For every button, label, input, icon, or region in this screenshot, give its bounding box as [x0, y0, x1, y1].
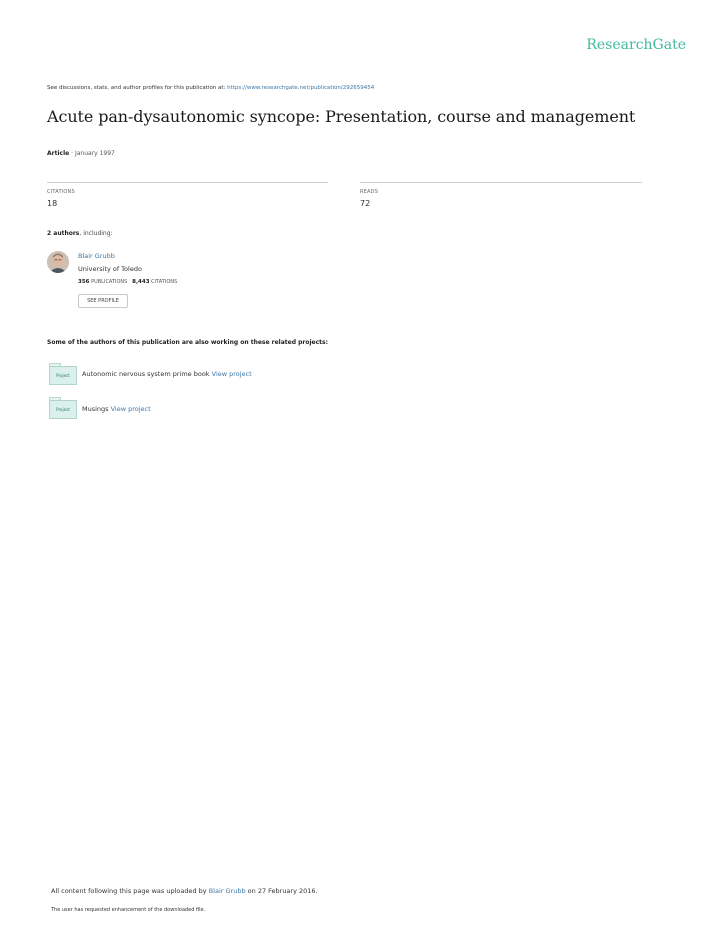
project-name: Musings: [82, 405, 111, 413]
upload-info: [51, 887, 318, 895]
see-profile-button[interactable]: SEE PROFILE: [78, 294, 128, 308]
project-item: [82, 370, 252, 378]
citations-value: 18: [47, 199, 58, 208]
authors-count-bold: 2 authors: [47, 230, 80, 237]
citations-label: CITATIONS: [47, 189, 75, 195]
publication-url-link[interactable]: https://www.researchgate.net/publication/292659454: [227, 85, 375, 91]
view-project-link[interactable]: View project: [211, 370, 252, 378]
publication-meta: [47, 150, 115, 157]
related-projects-heading: Some of the authors of this publication are also working on these related projects:: [47, 339, 328, 346]
project-icon-label: Project: [49, 400, 77, 419]
uploader-link[interactable]: Blair Grubb: [208, 887, 246, 895]
researchgate-logo[interactable]: ResearchGate: [586, 37, 686, 53]
citations-divider: [47, 182, 328, 183]
project-name: Autonomic nervous system prime book: [82, 370, 212, 378]
author-institution: University of Toledo: [78, 265, 142, 273]
publication-intro-line: [47, 85, 374, 91]
author-publications-count: 356: [78, 279, 90, 285]
author-citations-label: CITATIONS: [149, 279, 178, 285]
publication-date: · January 1997: [69, 150, 115, 157]
person-icon: [47, 251, 69, 273]
project-folder-icon: [49, 363, 77, 385]
reads-value: 72: [360, 199, 371, 208]
project-item: [82, 405, 151, 413]
author-avatar[interactable]: [47, 251, 69, 273]
author-publications-label: PUBLICATIONS: [89, 279, 128, 285]
author-citations-count: 8,443: [132, 279, 150, 285]
reads-divider: [360, 182, 642, 183]
publication-title: Acute pan-dysautonomic syncope: Presentation, course and management: [47, 107, 636, 126]
authors-count: [47, 230, 113, 237]
intro-text: See discussions, stats, and author profiles for this publication at:: [47, 85, 228, 91]
view-project-link[interactable]: View project: [110, 405, 151, 413]
upload-suffix: on 27 February 2016.: [245, 887, 318, 895]
reads-label: READS: [360, 189, 379, 195]
author-name-link[interactable]: Blair Grubb: [78, 252, 115, 260]
publication-type: Article: [47, 150, 70, 157]
project-folder-icon: [49, 397, 77, 419]
author-stats: [78, 279, 177, 285]
authors-count-rest: , including:: [79, 230, 113, 237]
upload-prefix: All content following this page was uploaded by: [51, 887, 209, 895]
enhancement-note: The user has requested enhancement of the downloaded file.: [51, 907, 206, 913]
project-icon-label: Project: [49, 366, 77, 385]
